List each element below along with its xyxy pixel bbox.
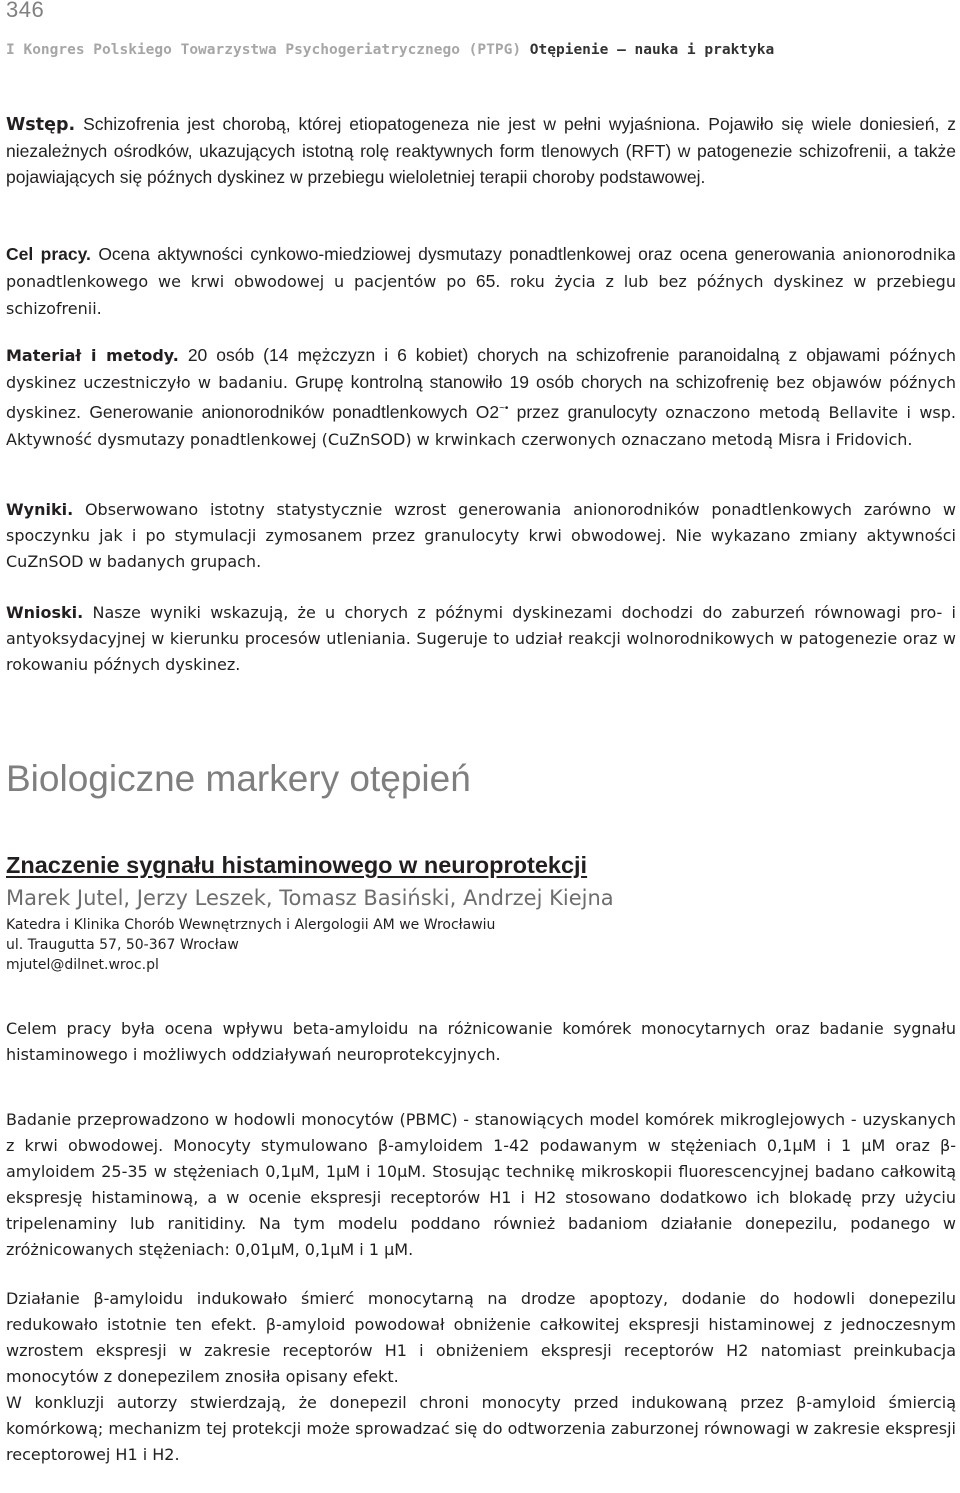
article-conclusion-paragraph: W konkluzji autorzy stwierdzają, że donepezil chroni monocyty przed indukowaną przez β-amyloid śmiercią komórkową; mechanizm tej protekcji może sprowadzać się do odtworzenia zaburzonej równowagi w zakresie ekspresji receptorowej H1 i H2. <box>6 1393 956 1464</box>
aim-text-4: roku życia z lub bez późnych dyskinez w przebiegu schizofrenii. <box>6 272 956 318</box>
abstract-methods <box>6 342 956 453</box>
methods-lead: Materiał i metody. <box>6 346 179 365</box>
conclusions-text: Nasze wyniki wskazują, że u chorych z późnymi dyskinezami dochodzi do zaburzeń równowagi pro- i antyoksydacyjnej w kierunku procesów utleniania. Sugeruje to udział reakcji wolnorodnikowych w patogenezie oraz w rokowaniu późnych dyskinez. <box>6 603 956 674</box>
superoxide-superscript: ~• <box>499 403 509 414</box>
page-number: 346 <box>6 0 45 22</box>
conclusions-lead: Wnioski. <box>6 603 84 622</box>
article-methods-paragraph: Badanie przeprowadzono w hodowli monocytów (PBMC) - stanowiących model komórek mikroglejowych - uzyskanych z krwi obwodowej. Monocyty stymulowano β-amyloidem 1-42 podawanym w stężeniach 0,1µM i 1 µM oraz β-amyloidem 25-35 w stężeniach 0,1µM, 1µM i 10µM. Stosując technikę mikroskopii fluorescencyjnej badano całkowitą ekspresję histaminową, a w ocenie ekspresji receptorów H1 i H2 stosowano dodatkowo ich blokadę przy użyciu tripelenaminy lub ranitidiny. Na tym modelu poddano również badaniom działanie donepezilu, podanego w zróżnicowanych stężeniach: 0,01µM, 0,1µM i 1 µM. <box>6 1110 956 1259</box>
methods-text-g: oznaczono metodą Bellavite i wsp. <box>665 402 956 422</box>
aim-text-1: Ocena aktywności cynkowo-miedziowej dysmutazy ponadtlenkowej oraz ocena generowania <box>98 244 835 264</box>
abstract-conclusions <box>6 600 956 678</box>
methods-text-h: Aktywność dysmutazy ponadtlenkowej (CuZnSOD) w krwinkach czerwonych oznaczano metodą Misra i Fridovich. <box>6 429 913 449</box>
abstract-aim <box>6 241 956 322</box>
methods-text-a: 20 osób (14 mężczyzn i 6 kobiet) chorych na schizofrenie paranoidalną z objawami <box>187 345 881 365</box>
methods-text-e: Generowanie anionorodników ponadtlenkowych O2 <box>89 401 500 422</box>
running-header <box>6 42 774 58</box>
results-text: Obserwowano istotny statystycznie wzrost generowania anionorodników ponadtlenkowych zarówno w spoczynku jak i po stymulacji zymosanem przez granulocyty krwi obwodowej. Nie wykazano zmiany aktywności CuZnSOD w badanych grupach. <box>6 500 956 571</box>
aim-text-2: anionorodnika ponadtlenkowego we krwi obwodowej u pacjentów po <box>6 245 956 291</box>
abstract-introduction <box>6 111 956 190</box>
article-title: Znaczenie sygnału histaminowego w neuroprotekcji <box>6 852 588 878</box>
results-lead: Wyniki. <box>6 500 74 519</box>
affiliation-institution: Katedra i Klinika Chorób Wewnętrznych i Alergologii AM we Wrocławiu <box>6 917 496 933</box>
section-title: Biologiczne markery otępień <box>6 758 471 799</box>
methods-text-b: późnych dyskinez uczestniczyło w badaniu. <box>6 346 957 392</box>
introduction-text: Schizofrenia jest chorobą, której etiopatogeneza nie jest w pełni wyjaśniona. Pojawiło się wiele doniesień, z niezależnych ośrodków, ukazujących istotną rolę reaktywnych form tlenowych (RFT) w patogenezie schizofrenii, a także pojawiających się późnych dyskinez w przebiegu wieloletniej terapii choroby podstawowej. <box>6 114 956 187</box>
methods-text-d: bez objawów późnych dyskinez. <box>6 373 957 422</box>
affiliation-address: ul. Traugutta 57, 50-367 Wrocław <box>6 937 239 953</box>
running-header-book-title: Otępienie – nauka i praktyka <box>529 42 775 58</box>
methods-text-f: przez granulocyty <box>516 401 658 422</box>
article-authors: Marek Jutel, Jerzy Leszek, Tomasz Basiński, Andrzej Kiejna <box>6 886 614 910</box>
abstract-results <box>6 497 956 575</box>
introduction-lead: Wstęp. <box>6 115 76 135</box>
author-email: mjutel@dilnet.wroc.pl <box>6 957 159 973</box>
methods-text-c: Grupę kontrolną stanowiło 19 osób chorych na schizofrenię <box>294 372 770 392</box>
article-results-paragraph: Działanie β-amyloidu indukowało śmierć monocytarną na drodze apoptozy, dodanie do hodowli donepezilu redukowało istotnie ten efekt. β-amyloid powodował obniżenie całkowitej ekspresji histaminowej z jednoczesnym wzrostem ekspresji w zakresie receptorów H1 i obniżeniem ekspresji receptorów H2 natomiast preinkubacja monocytów z donepezilem znosiła opisany efekt. <box>6 1289 956 1386</box>
aim-lead: Cel pracy. <box>6 244 91 264</box>
aim-text-3: 65. <box>475 271 501 291</box>
running-header-congress: I Kongres Polskiego Towarzystwa Psychogeriatrycznego (PTPG) <box>6 42 522 58</box>
article-aim-paragraph: Celem pracy była ocena wpływu beta-amyloidu na różnicowanie komórek monocytarnych oraz badanie sygnału histaminowego i możliwych oddziaływań neuroprotekcyjnych. <box>6 1019 956 1064</box>
